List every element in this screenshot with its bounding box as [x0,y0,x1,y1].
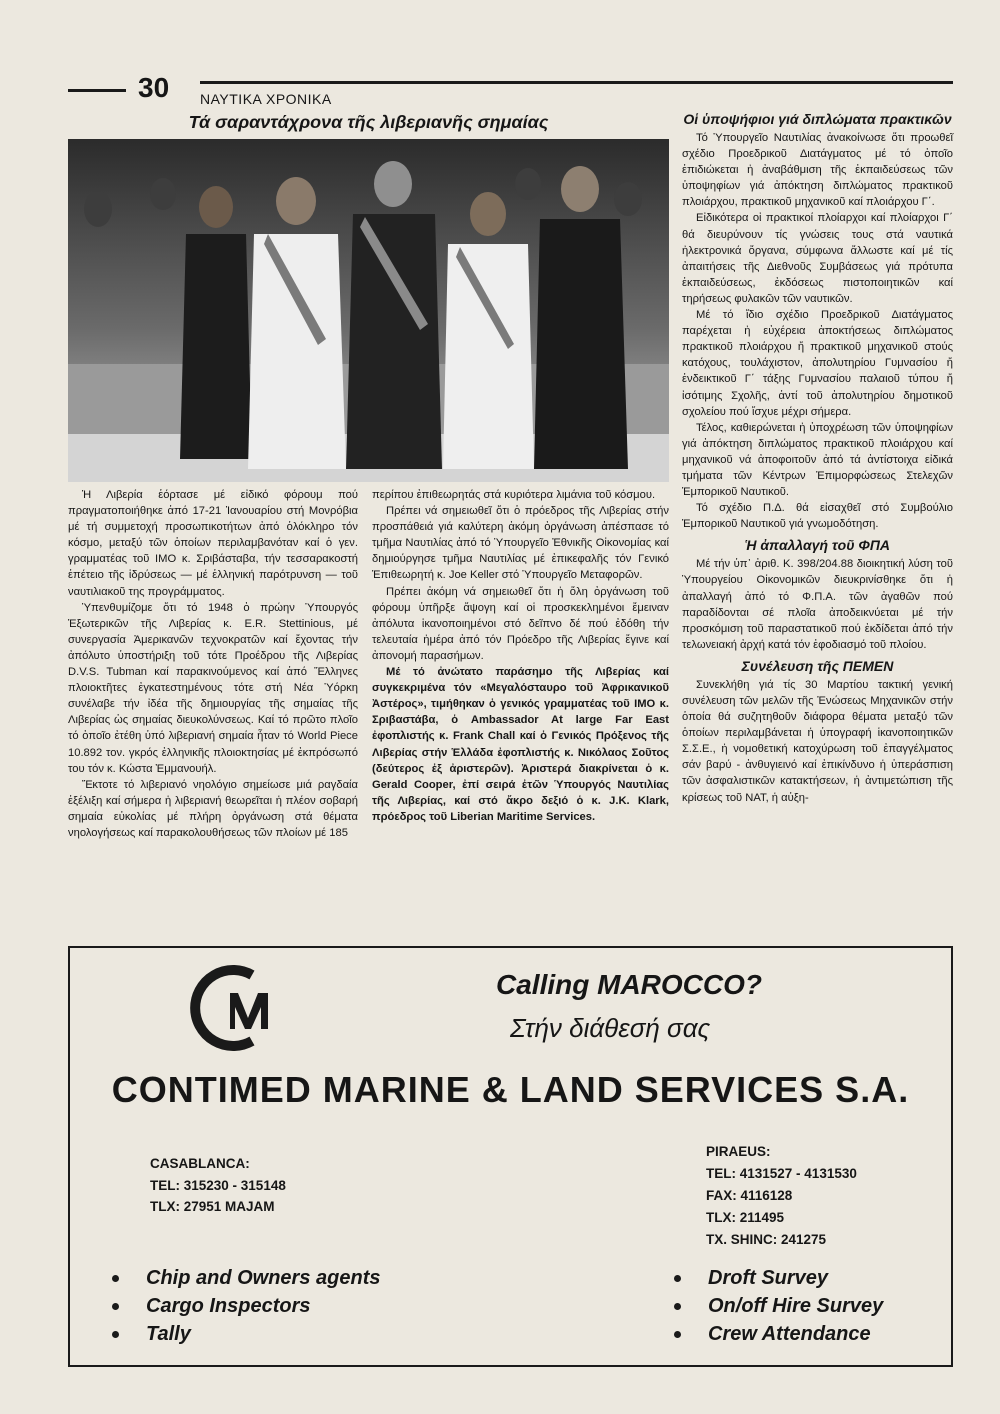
casablanca-tlx: TLX: 27951 MAJAM [150,1199,275,1214]
ad-company-name: CONTIMED MARINE & LAND SERVICES S.A. [111,1069,910,1110]
article-title-pemen: Συνέλευση τῆς ΠΕΜΕΝ [741,657,894,674]
service-item: Cargo Inspectors [106,1292,380,1320]
article-paragraph: Τό σχέδιο Π.Δ. θά εἰσαχθεῖ στό Συμβούλιο Ἐμπορικοῦ Ναυτικοῦ γιά γνωμοδότηση. [682,502,953,531]
article-paragraph: Τέλος, καθιερώνεται ἡ ὑποχρέωση τῶν ὑποψηφίων γιά ἀπόκτηση διπλώματος πρακτικοῦ πλοιάρχου καί μηχανικοῦ νά ἀποφοιτοῦν ἀπό τά ἀντίστοιχα εἰδικά τμήματα τῶν Κέντρων Ἐπιμορφώσεως Στελεχῶν Ἐμπορικοῦ Ναυτικοῦ. [682,421,953,499]
publication-name: ΝΑΥΤΙΚΑ ΧΡΟΝΙΚΑ [200,91,332,107]
piraeus-tlx: TLX: 211495 [706,1210,785,1225]
ceremony-photo [68,139,669,482]
main-article-col2 [372,487,669,825]
article-paragraph: Ἔκτοτε τό λιβεριανό νηολόγιο σημείωσε μιά ραγδαία ἐξέλιξη καί σήμερα ἡ λιβεριανή θεωρεῖται ἡ πλέον σοβαρή σημαία εὐκολίας μέ πλήρη ὀργάνωση στά θέματα νηολογήσεως καί παρακολουθήσεως τῶν πλοίων μέ 185 [68,778,358,839]
article-paragraph: Ὑπενθυμίζομε ὅτι τό 1948 ὁ πρώην Ὑπουργός Ἐξωτερικῶν τῆς Λιβερίας κ. E.R. Stettinious, μέ συνεργασία Ἀμερικανῶν τεχνοκρατῶν καί ἔχοντας τήν ἀπόλυτο ὑποστήριξη τοῦ τότε Προέδρου τῆς Λιβερίας D.V.S. Tubman καί παρακινούμενος καί ἀπό Ἕλληνες πλοιοκτῆτες ἐγκατεστημένους τότε στή Νέα Ὑόρκη συνέλαβε τήν ἰδέα τῆς δημιουργίας τῆς σημαίας τῆς Λιβερίας ὡς σημαίας διευκολύνσεως. Καί τό πρῶτο πλοῖο τό ὁποῖο ἐτέθη ὑπό λιβεριανή σημαία ἦταν τό World Piece 10.892 τον. γκρός ἑλληνικῆς πλοιοκτησίας μέ ἐκπρόσωπό του τόν κ. Κώστα Ἐμμανουήλ. [68,601,358,775]
right-column [682,106,953,806]
casablanca-tel: TEL: 315230 - 315148 [150,1178,286,1193]
article-paragraph: Μέ τήν ὑπ᾿ ἀριθ. Κ. 398/204.88 διοικητική λύση τοῦ Ὑπουργείου Οἰκονομικῶν διευκρινίσθηκε ὅτι ἡ ἀπαλλαγή ἀπό τό Φ.Π.Α. τῶν ἀγαθῶν πού παραδίδονται σέ πλοῖα ἀποδεικνύεται μέ τήν προσκόμιση τοῦ παραστατικοῦ πού ἐκδίδεται ἀπό τήν τελωνειακή ἀρχή κατά τόν ἐφοδιασμό τοῦ πλοίου. [682,558,953,651]
piraeus-tel: TEL: 4131527 - 4131530 [706,1166,857,1181]
service-item: On/off Hire Survey [668,1292,883,1320]
article-paragraph: Ἡ Λιβερία ἑόρτασε μέ εἰδικό φόρουμ πού πραγματοποιήθηκε ἀπό 17-21 Ἰανουαρίου στή Μονρόβια μέ τή συμμετοχή προσωπικοτήτων ἀπό ὁλόκληρο τόν κόσμο, μεταξύ τῶν ὁποίων περιλαμβανόταν καί ὁ γεν. γραμματέας τοῦ IMO κ. Σριβάσταβα, τήν τεσσαρακοστή ἐπέτειο τῆς ἱδρύσεως — μέ ἑλληνική παρότρυνση — τοῦ ναυτιλιακοῦ της προγράμματος. [68,489,358,598]
piraeus-label: PIRAEUS: [706,1144,771,1159]
services-left-list [106,1264,380,1348]
service-item: Tally [106,1320,380,1348]
article-paragraph: περίπου ἐπιθεωρητάς στά κυριότερα λιμάνια τοῦ κόσμου. [372,489,656,501]
casablanca-label: CASABLANCA: [150,1156,250,1171]
article-paragraph: Πρέπει νά σημειωθεῖ ὅτι ὁ πρόεδρος τῆς Λιβερίας στήν προσπάθειά γιά καλύτερη ἀκόμη ὀργάνωση ἀπέσπασε τό τμῆμα Ναυτιλίας ἀπό τό Ὑπουργεῖο Ἐθνικῆς Οἰκονομίας καί δημιούργησε τμῆμα Ναυτιλίας μέ ἐπικεφαλῆς τόν Γενικό Ἐπιθεωρητή κ. Joe Keller στό Ὑπουργεῖο Μεταφορῶν. [372,505,669,582]
service-item: Droft Survey [668,1264,883,1292]
article-paragraph: Συνεκλήθη γιά τίς 30 Μαρτίου τακτική γενική συνέλευση τῶν μελῶν τῆς Ἑνώσεως Μηχανικῶν στήν ὁποία θά συζητηθοῦν διάφορα θέματα μεταξύ τῶν ὁποίων περιλαμβάνεται ἡ ὑπογραφή ἱκανοποιητικῶν Σ.Σ.Ε., ἡ νομοθετική κατοχύρωση τοῦ ἐπαγγέλματος σάν βαρύ - ἀνθυγιεινό καί ἐπικίνδυνο ἡ ὑπεράσπιση τῶν ἀσφαλιστικῶν κατακτήσεων, ἡ ἀντιμετώπιση τῆς κρίσεως τοῦ ΝΑΤ, ἡ αὐξη- [682,678,953,804]
page-number: 30 [138,72,170,103]
article-paragraph: Τό Ὑπουργεῖο Ναυτιλίας ἀνακοίνωσε ὅτι προωθεῖ σχέδιο Προεδρικοῦ Διατάγματος μέ τό ὁποῖο ἐπιδιώκεται ἡ ἀναβάθμιση τῆς ἐκπαιδεύσεως τῶν ὑποψηφίων γιά ἀπόκτηση διπλώματος πρακτικοῦ πλοιάρχου, πρακτικοῦ μηχανικοῦ καί πλοιάρχου Γ΄. [682,132,953,209]
header-rule-left [68,89,126,92]
article-title-vat: Ἡ ἀπαλλαγή τοῦ ΦΠΑ [744,537,891,554]
service-item: Crew Attendance [668,1320,883,1348]
ad-headline-calling: Calling MAROCCO? [496,969,762,1000]
ad-headline-greek: Στήν διάθεσή σας [510,1013,711,1043]
services-right-list [668,1264,883,1348]
piraeus-shinc: TX. SHINC: 241275 [706,1232,827,1247]
company-logo [190,963,290,1053]
service-item: Chip and Owners agents [106,1264,380,1292]
header-rule-right [200,81,953,84]
article-paragraph: Εἰδικότερα οἱ πρακτικοί πλοίαρχοι καί πλοίαρχοι Γ΄ θά διευρύνουν τίς γνώσεις τους στά ναυτικά ἠλεκτρονικά ὄργανα, σύμφωνα ἄλλωστε καί μέ τίς ἀπαιτήσεις τῆς Διεθνοῦς Συμβάσεως γιά πρότυπα ἐκπαιδεύσεως, ἐκδόσεως πιστοποιητικῶν καί τηρήσεως φυλακῶν τῶν ναυτικῶν. [682,212,953,305]
advertisement [68,946,953,1367]
article-paragraph: Μέ τό ἴδιο σχέδιο Προεδρικοῦ Διατάγματος παρέχεται ἡ εὐχέρεια ἀποκτήσεως διπλώματος πρακτικοῦ πλοιάρχου ἤ πρακτικοῦ μηχανικοῦ στούς κατόχους, τουλάχιστον, ἀπολυτηρίου Γυμνασίου ἤ ἐνδεικτικοῦ Γ΄ τάξης Γυμνασίου παλαιοῦ τύπου ἤ ἰσότιμης Σχολῆς, ἀντί τοῦ ἀπολυτηρίου δημοτικοῦ σχολείου πού ἴσχυε μέχρι σήμερα. [682,309,953,418]
article-paragraph: Πρέπει ἀκόμη νά σημειωθεῖ ὅτι ἡ ὅλη ὀργάνωση τοῦ φόρουμ ὑπῆρξε ἄψογη καί οἱ προσκεκλημένοι ἔμειναν ἀπόλυτα ἱκανοποιημένοι στό δεῖπνο δέ πού ἐδόθη τήν τελευταία ἡμέρα ἀπό τόν Πρόεδρο τῆς Λιβερίας ἔγινε καί ἀπονομή παρασήμων. [372,585,669,662]
main-article-title: Τά σαραντάχρονα τῆς λιβεριανῆς σημαίας [188,112,549,132]
main-article-col1 [68,487,358,841]
piraeus-fax: FAX: 4116128 [706,1188,793,1203]
article-paragraph: Μέ τό ἀνώτατο παράσημο τῆς Λιβερίας καί συγκεκριμένα τόν «Μεγαλόσταυρο τοῦ Ἀφρικανικοῦ Ἀστέρος», τιμήθηκαν ὁ γενικός γραμματέας τοῦ IMO κ. Σριβαστάβα, ὁ Ambassador At large Far East ἐφοπλιστής κ. Frank Chall καί ὁ Γενικός Πρόξενος τῆς Λιβερίας στήν Ἑλλάδα ἐφοπλιστής κ. Νικόλαος Σοῦτος (δεύτερος ἐξ ἀριστερῶν). Ἀριστερά διακρίνεται ὁ κ. Gerald Cooper, ἐπί σειρά ἐτῶν Ὑπουργός Ναυτιλίας τῆς Λιβερίας, καί στό ἄκρο δεξιό ὁ κ. J.K. Klark, πρόεδρος τοῦ Liberian Maritime Services. [372,666,669,823]
article-title-diplomas: Οἱ ὑποψήφιοι γιά διπλώματα πρακτικῶν [683,111,952,127]
